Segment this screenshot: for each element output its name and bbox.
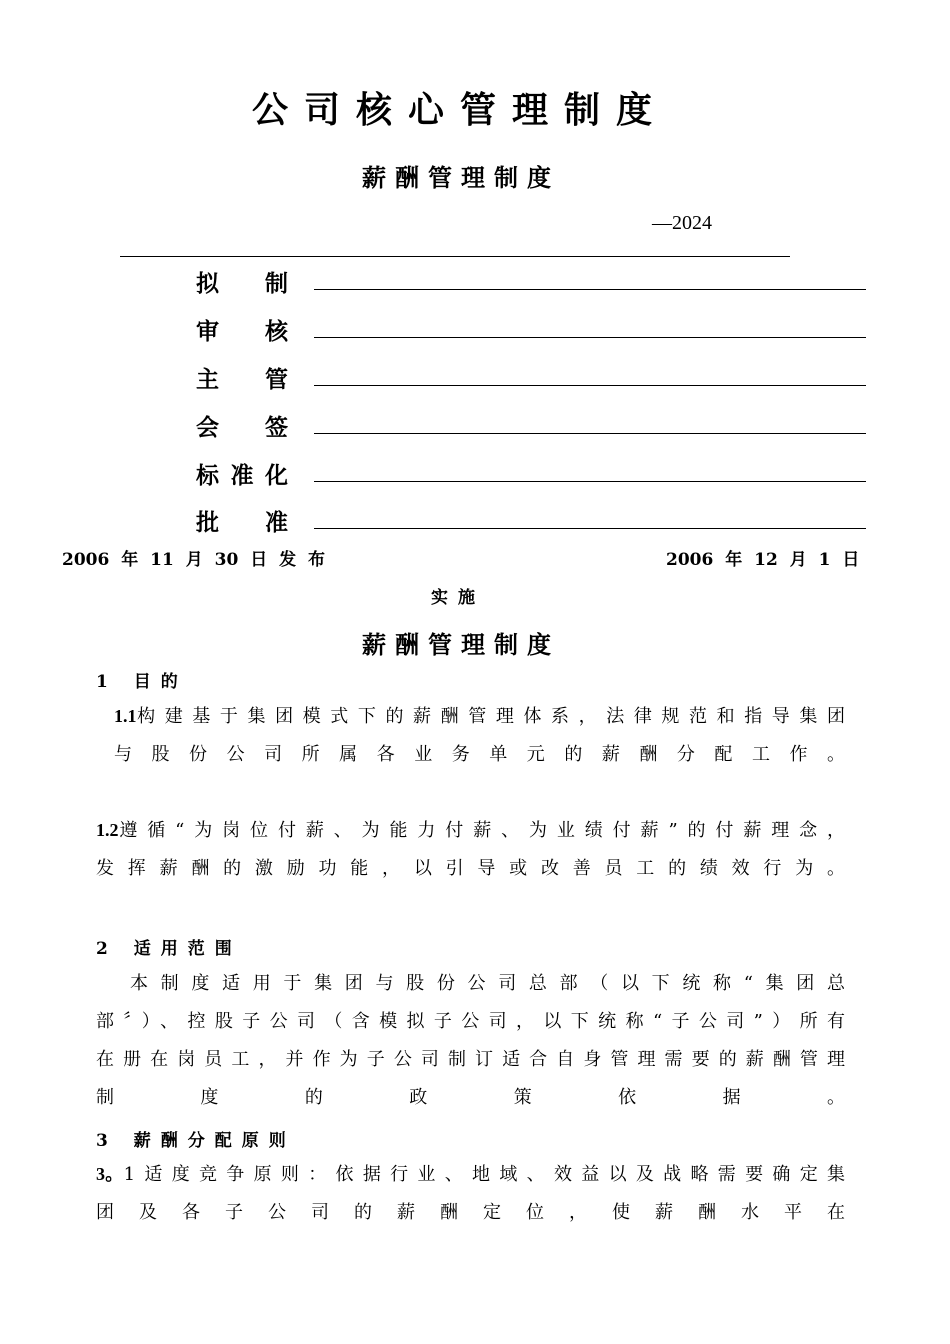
- paragraph-1-1-number: 1.1: [114, 706, 137, 726]
- signoff-label-approval: 批 准: [196, 510, 288, 536]
- signoff-line-review: [314, 337, 866, 338]
- signoff-line-supervisor: [314, 385, 866, 386]
- document-subtitle: 薪酬管理制度: [362, 163, 560, 192]
- effective-label: 实施: [431, 588, 485, 608]
- paragraph-1-2-number: 1.2: [96, 820, 119, 840]
- paragraph-1-1: [114, 697, 854, 774]
- document-main-title: 公司核心管理制度: [251, 89, 668, 131]
- body-title: 薪酬管理制度: [362, 630, 560, 659]
- document-year: —2024: [652, 212, 712, 234]
- signoff-label-supervisor: 主 管: [196, 367, 288, 393]
- signoff-line-approval: [314, 528, 866, 529]
- release-date: 2006 年 11 月 30 日 发 布: [62, 550, 326, 570]
- signoff-label-review: 审 核: [196, 319, 288, 345]
- signoff-label-draft: 拟 制: [196, 271, 288, 297]
- signoff-line-standardization: [314, 481, 866, 482]
- paragraph-1-2: [96, 811, 854, 888]
- paragraph-2: 本制度适用于集团与股份公司总部（以下统称“集团总部〞）、控股子公司（含模拟子公司，以下统称“子公司”）所有在册在岗员工，并作为子公司制订适合自身管理需要的薪酬管理制度的政策依据。: [96, 973, 854, 1108]
- paragraph-1-2-text: 遵循“为岗位付薪、为能力付薪、为业绩付薪”的付薪理念，发挥薪酬的激励功能，以引导或改善员工的绩效行为。: [96, 820, 854, 879]
- signoff-label-countersign: 会 签: [196, 415, 288, 441]
- paragraph-3-1: [96, 1155, 854, 1232]
- section-2-heading: 2 适用范围: [96, 939, 242, 959]
- paragraph-3-1-number: 3。: [96, 1164, 124, 1184]
- paragraph-3-1-text: 1适度竞争原则：依据行业、地域、效益以及战略需要确定集团及各子公司的薪酬定位，使薪酬水平在: [96, 1164, 855, 1223]
- signoff-line-countersign: [314, 433, 866, 434]
- section-3-heading: 3 薪酬分配原则: [96, 1131, 296, 1151]
- signoff-line-draft: [314, 289, 866, 290]
- section-1-heading: 1 目的: [96, 672, 188, 692]
- signoff-label-standardization: 标准化: [196, 463, 288, 489]
- paragraph-1-1-text: 构建基于集团模式下的薪酬管理体系，法律规范和指导集团与股份公司所属各业务单元的薪酬分配工作。: [114, 706, 854, 765]
- effective-date: 2006 年 12 月 1 日: [666, 550, 860, 570]
- header-divider: [120, 256, 790, 257]
